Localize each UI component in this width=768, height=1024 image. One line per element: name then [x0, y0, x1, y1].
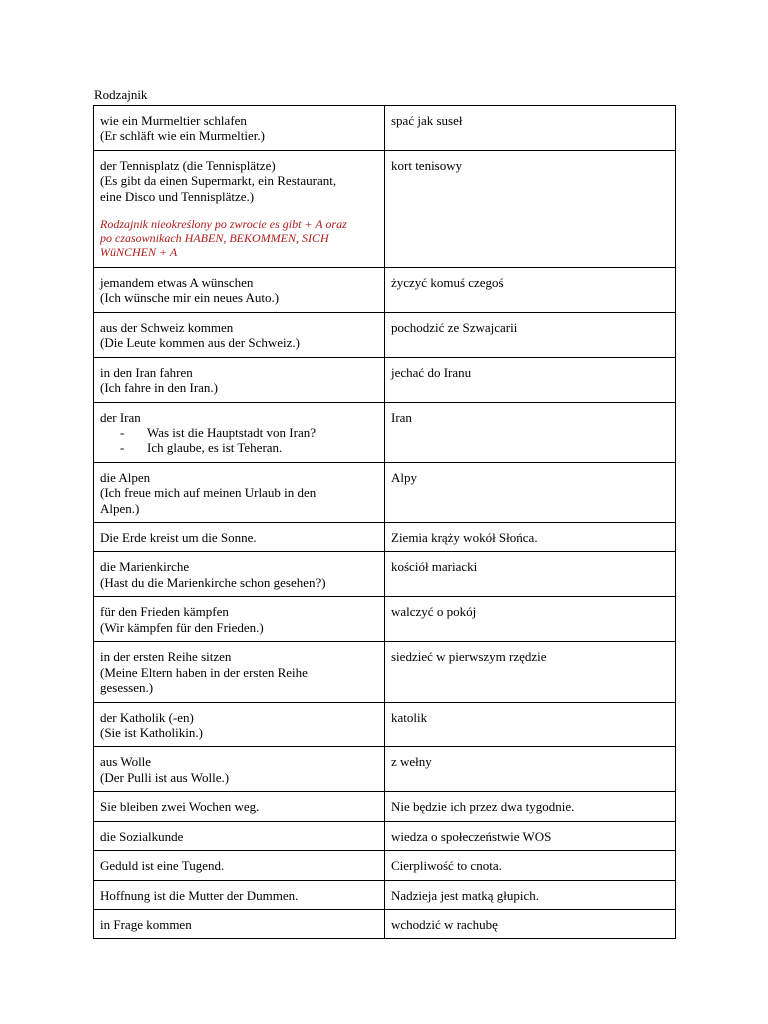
table-row	[94, 747, 676, 792]
german-text-line: (Die Leute kommen aus der Schweiz.)	[100, 335, 300, 351]
german-text-line: (Meine Eltern haben in der ersten Reihe	[100, 664, 308, 680]
german-cell	[94, 106, 385, 151]
german-cell	[94, 792, 385, 821]
table-row	[94, 357, 676, 402]
table-row	[94, 702, 676, 747]
polish-cell	[385, 702, 676, 747]
polish-translation: walczyć o pokój	[391, 604, 477, 620]
german-cell	[94, 312, 385, 357]
table-row	[94, 821, 676, 850]
german-cell	[94, 357, 385, 402]
polish-translation: jechać do Iranu	[391, 364, 472, 380]
polish-cell	[385, 642, 676, 702]
table-row	[94, 909, 676, 938]
german-cell	[94, 402, 385, 462]
table-row	[94, 402, 676, 462]
polish-translation: Ziemia krąży wokół Słońca.	[391, 530, 538, 546]
german-text-line: jemandem etwas A wünschen	[100, 275, 254, 290]
polish-cell	[385, 880, 676, 909]
german-text-line: in der ersten Reihe sitzen	[100, 649, 232, 665]
polish-translation: Cierpliwość to cnota.	[391, 858, 502, 874]
german-text-line: Alpen.)	[100, 500, 140, 516]
german-text-line: die Alpen	[100, 469, 151, 485]
polish-translation: spać jak suseł	[391, 113, 463, 128]
german-text-line: aus Wolle	[100, 754, 152, 770]
german-text-line: (Der Pulli ist aus Wolle.)	[100, 769, 230, 785]
grammar-note	[100, 217, 378, 259]
german-text-line: der Tennisplatz (die Tennisplätze)	[100, 158, 276, 173]
german-text-line: (Ich wünsche mir ein neues Auto.)	[100, 290, 280, 306]
table-row	[94, 312, 676, 357]
example-list	[100, 425, 378, 456]
german-text-line: gesessen.)	[100, 680, 154, 696]
polish-translation: wchodzić w rachubę	[391, 916, 498, 932]
german-text-line: die Sozialkunde	[100, 828, 184, 844]
polish-translation: życzyć komuś czegoś	[391, 275, 504, 290]
polish-cell	[385, 462, 676, 522]
german-text-line: der Katholik (-en)	[100, 709, 194, 725]
polish-cell	[385, 792, 676, 821]
polish-cell	[385, 851, 676, 880]
vocabulary-table-body	[94, 106, 676, 939]
example-list-item	[120, 425, 378, 440]
table-row	[94, 106, 676, 151]
polish-translation: wiedza o społeczeństwie WOS	[391, 828, 552, 844]
german-cell	[94, 821, 385, 850]
polish-cell	[385, 747, 676, 792]
polish-translation: pochodzić ze Szwajcarii	[391, 319, 518, 335]
polish-cell	[385, 552, 676, 597]
table-row	[94, 880, 676, 909]
grammar-note-line: Rodzajnik nieokreślony po zwrocie es gibt + A oraz	[100, 217, 347, 232]
grammar-note-line: WüNCHEN + A	[100, 245, 178, 260]
german-text-line: Die Erde kreist um die Sonne.	[100, 530, 257, 546]
german-text-line: (Er schläft wie ein Murmeltier.)	[100, 128, 265, 144]
german-text-line: (Hast du die Marienkirche schon gesehen?)	[100, 574, 326, 590]
polish-cell	[385, 312, 676, 357]
german-cell	[94, 151, 385, 268]
polish-cell	[385, 357, 676, 402]
german-cell	[94, 702, 385, 747]
german-text-line: (Es gibt da einen Supermarkt, ein Restaurant,	[100, 173, 337, 189]
german-cell	[94, 642, 385, 702]
table-row	[94, 597, 676, 642]
table-row	[94, 642, 676, 702]
polish-cell	[385, 268, 676, 313]
german-text-line: in Frage kommen	[100, 916, 192, 932]
polish-translation: Nadzieja jest matką głupich.	[391, 887, 540, 903]
german-cell	[94, 462, 385, 522]
vocabulary-table	[93, 105, 676, 939]
german-text-line: Hoffnung ist die Mutter der Dummen.	[100, 887, 299, 903]
german-text-line: (Sie ist Katholikin.)	[100, 724, 203, 740]
polish-cell	[385, 597, 676, 642]
german-cell	[94, 523, 385, 552]
polish-cell	[385, 106, 676, 151]
german-text-line: wie ein Murmeltier schlafen	[100, 113, 247, 128]
german-text-line: für den Frieden kämpfen	[100, 604, 229, 620]
german-cell	[94, 597, 385, 642]
polish-translation: z wełny	[391, 754, 432, 770]
dash-bullet-icon: -	[120, 440, 125, 456]
german-text-line: Sie bleiben zwei Wochen weg.	[100, 799, 260, 815]
table-row	[94, 792, 676, 821]
german-cell	[94, 552, 385, 597]
german-cell	[94, 747, 385, 792]
polish-translation: Alpy	[391, 469, 417, 485]
german-text-line: (Wir kämpfen für den Frieden.)	[100, 619, 264, 635]
german-text-line: (Ich freue mich auf meinen Urlaub in den	[100, 485, 317, 501]
polish-translation: kościół mariacki	[391, 559, 478, 575]
german-cell	[94, 909, 385, 938]
german-cell	[94, 268, 385, 313]
table-row	[94, 523, 676, 552]
example-list-item	[120, 440, 378, 455]
german-cell	[94, 851, 385, 880]
german-text-line: eine Disco und Tennisplätze.)	[100, 188, 255, 204]
table-row	[94, 151, 676, 268]
german-text-line: der Iran	[100, 409, 141, 425]
table-row	[94, 552, 676, 597]
german-text-line: aus der Schweiz kommen	[100, 319, 234, 335]
german-text-line: in den Iran fahren	[100, 364, 193, 380]
dash-bullet-icon: -	[120, 425, 125, 441]
example-text: Was ist die Hauptstadt von Iran?	[147, 425, 316, 441]
table-row	[94, 462, 676, 522]
german-text-line: die Marienkirche	[100, 559, 190, 575]
german-text-line: (Ich fahre in den Iran.)	[100, 380, 219, 396]
polish-cell	[385, 909, 676, 938]
polish-translation: Iran	[391, 409, 412, 425]
german-cell	[94, 880, 385, 909]
example-text: Ich glaube, es ist Teheran.	[147, 440, 283, 456]
polish-cell	[385, 402, 676, 462]
grammar-note-line: po czasownikach HABEN, BEKOMMEN, SICH	[100, 231, 329, 246]
table-row	[94, 268, 676, 313]
polish-cell	[385, 821, 676, 850]
table-row	[94, 851, 676, 880]
polish-cell	[385, 523, 676, 552]
polish-translation: siedzieć w pierwszym rzędzie	[391, 649, 547, 665]
polish-cell	[385, 151, 676, 268]
polish-translation: kort tenisowy	[391, 158, 463, 173]
german-text-line: Geduld ist eine Tugend.	[100, 858, 225, 874]
polish-translation: Nie będzie ich przez dwa tygodnie.	[391, 799, 575, 815]
page-title: Rodzajnik	[94, 87, 148, 102]
polish-translation: katolik	[391, 709, 428, 725]
